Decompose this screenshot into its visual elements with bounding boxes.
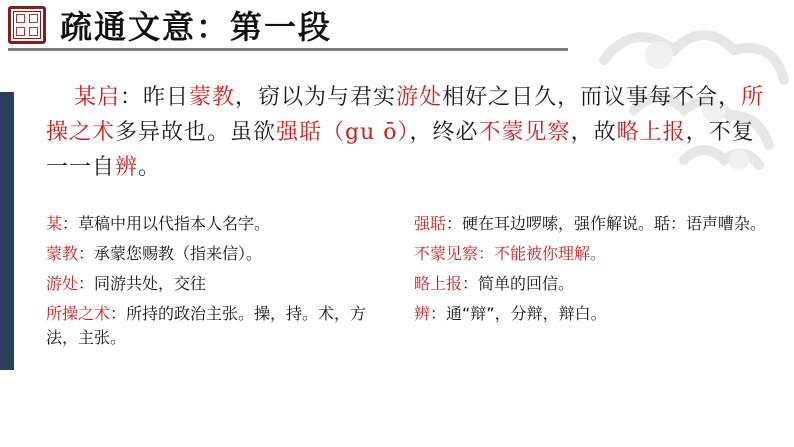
note-item [46, 302, 396, 350]
side-accent-bar [0, 92, 14, 370]
note-term: 不蒙见察：不能被你理解。 [414, 244, 607, 263]
term-mouqi: 某启 [74, 85, 121, 110]
note-text: ：硬在耳边啰嗦，强作解说。聒：语声嘈杂。 [446, 214, 767, 233]
passage-segment: 多异故也。虽欲 [115, 120, 277, 145]
note-term: 辨 [414, 304, 431, 323]
passage-segment: ，故 [570, 120, 617, 145]
passage-segment: 相好之日久，而议事每不合， [442, 85, 742, 110]
note-term: 蒙教 [46, 244, 79, 263]
notes-right-column [414, 212, 784, 332]
title-divider [8, 48, 568, 51]
note-item [46, 272, 396, 296]
note-item [414, 242, 784, 266]
term-youchu: 游处 [396, 85, 443, 110]
term-bumengjiancha: 不蒙见察 [478, 120, 571, 145]
note-text: ：同游共处，交往 [78, 274, 207, 293]
note-text: ：通“辩”，分辩，辩白。 [430, 304, 607, 323]
passage-segment: ，终必 [409, 120, 479, 145]
passage-segment: ：昨日 [120, 85, 190, 110]
passage-segment: ，不复一一自 [46, 120, 755, 180]
passage-segment: ，窃以为与君实 [235, 85, 397, 110]
note-term: 略上报 [414, 274, 463, 293]
term-lueshangbao: 略上报 [616, 120, 686, 145]
term-bian: 辨 [115, 155, 139, 180]
note-term: 某 [46, 214, 63, 233]
term-mengjiao: 蒙教 [189, 85, 236, 110]
note-text: ：简单的回信。 [462, 274, 575, 293]
note-term: 所操之术 [46, 304, 111, 323]
note-term: 强聒 [414, 214, 447, 233]
note-item [46, 212, 396, 236]
note-text: ：草稿中用以代指本人名字。 [62, 214, 271, 233]
note-term: 游处 [46, 274, 79, 293]
notes-left-column [46, 212, 396, 356]
page-title: 疏通文意：第一段 [60, 8, 333, 46]
note-item [414, 212, 784, 236]
term-qiangguo: 强聒（gu ō） [276, 120, 410, 145]
seal-logo-icon [8, 6, 46, 44]
passage-text [46, 80, 766, 185]
note-item [414, 272, 784, 296]
passage-segment: 。 [138, 155, 162, 180]
term-suocaozhishu: 所操之术 [46, 85, 765, 145]
note-text: ：承蒙您赐教（指来信）。 [78, 244, 263, 263]
note-item [414, 302, 784, 326]
note-text: ：所持的政治主张。操，持。术，方法，主张。 [46, 304, 367, 347]
note-item [46, 242, 396, 266]
